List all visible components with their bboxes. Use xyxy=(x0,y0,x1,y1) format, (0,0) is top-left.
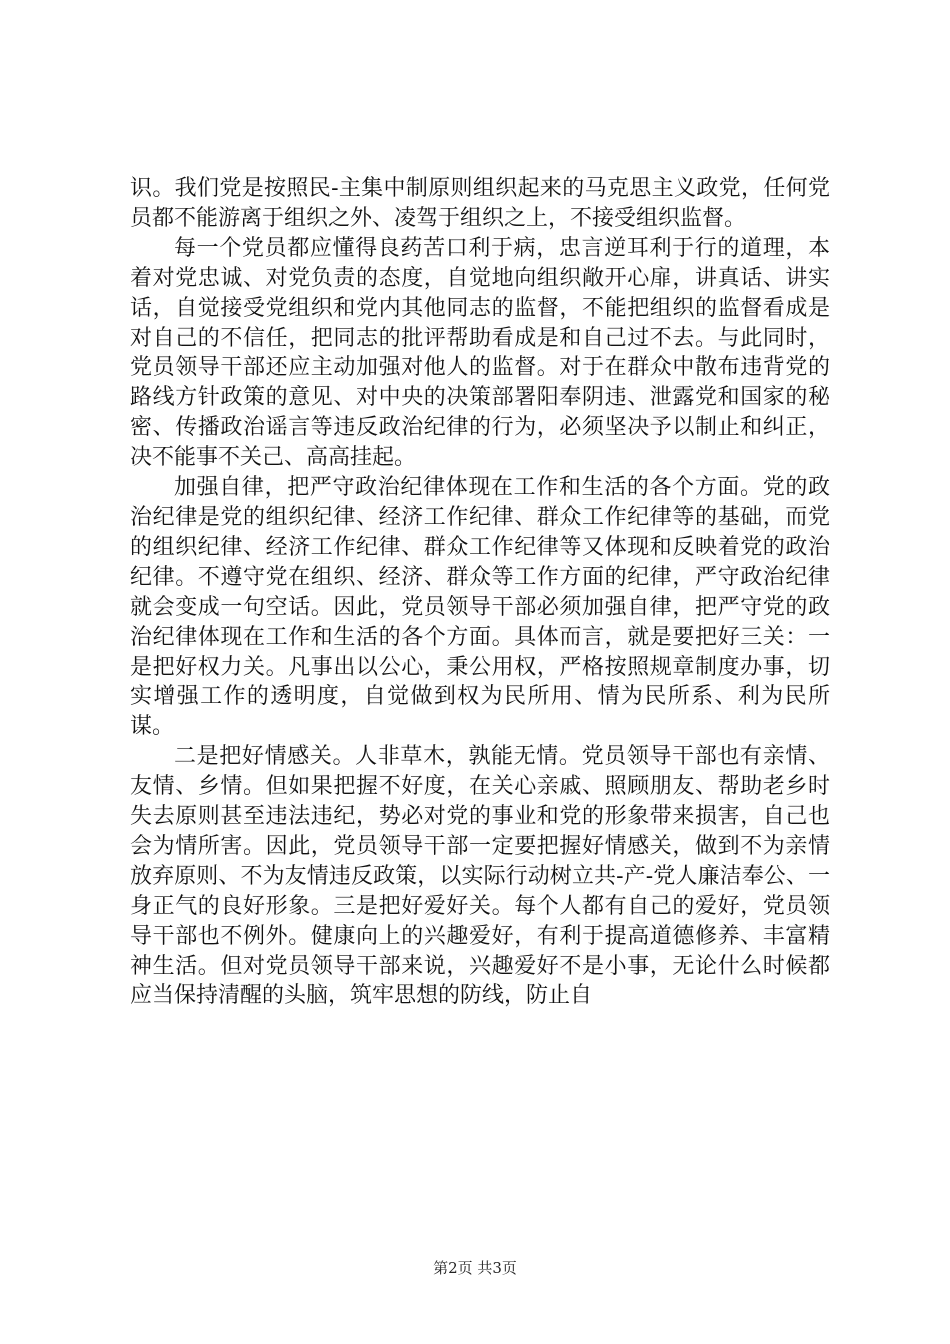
paragraph-4: 二是把好情感关。人非草木，孰能无情。党员领导干部也有亲情、友情、乡情。但如果把握不好度，在关心亲戚、照顾朋友、帮助老乡时失去原则甚至违法违纪，势必对党的事业和党的形象带来损害，自己也会为情所害。因此，党员领导干部一定要把握好情感关，做到不为亲情放弃原则、不为友情违反政策，以实际行动树立共-产-党人廉洁奉公、一身正气的良好形象。三是把好爱好关。每个人都有自己的爱好，党员领导干部也不例外。健康向上的兴趣爱好，有利于提高道德修养、丰富精神生活。但对党员领导干部来说，兴趣爱好不是小事，无论什么时候都应当保持清醒的头脑，筑牢思想的防线，防止自 xyxy=(130,744,830,1009)
document-body xyxy=(130,174,830,1011)
page-number-footer: 第2页 共3页 xyxy=(433,1259,517,1277)
paragraph-2: 每一个党员都应懂得良药苦口利于病，忠言逆耳利于行的道理，本着对党忠诚、对党负责的态度，自觉地向组织敞开心扉，讲真话、讲实话，自觉接受党组织和党内其他同志的监督，不能把组织的监督看成是对自己的不信任，把同志的批评帮助看成是和自己过不去。与此同时，党员领导干部还应主动加强对他人的监督。对于在群众中散布违背党的路线方针政策的意见、对中央的决策部署阳奉阴违、泄露党和国家的秘密、传播政治谣言等违反政治纪律的行为，必须坚决予以制止和纠正，决不能事不关己、高高挂起。 xyxy=(130,235,830,471)
paragraph-3: 加强自律，把严守政治纪律体现在工作和生活的各个方面。党的政治纪律是党的组织纪律、经济工作纪律、群众工作纪律等的基础，而党的组织纪律、经济工作纪律、群众工作纪律等又体现和反映着党的政治纪律。不遵守党在组织、经济、群众等工作方面的纪律，严守政治纪律就会变成一句空话。因此，党员领导干部必须加强自律，把严守党的政治纪律体现在工作和生活的各个方面。具体而言，就是要把好三关：一是把好权力关。凡事出以公心，秉公用权，严格按照规章制度办事，切实增强工作的透明度，自觉做到权为民所用、情为民所系、利为民所谋。 xyxy=(130,475,830,740)
paragraph-1: 识。我们党是按照民-主集中制原则组织起来的马克思主义政党，任何党员都不能游离于组织之外、凌驾于组织之上，不接受组织监督。 xyxy=(130,176,830,231)
